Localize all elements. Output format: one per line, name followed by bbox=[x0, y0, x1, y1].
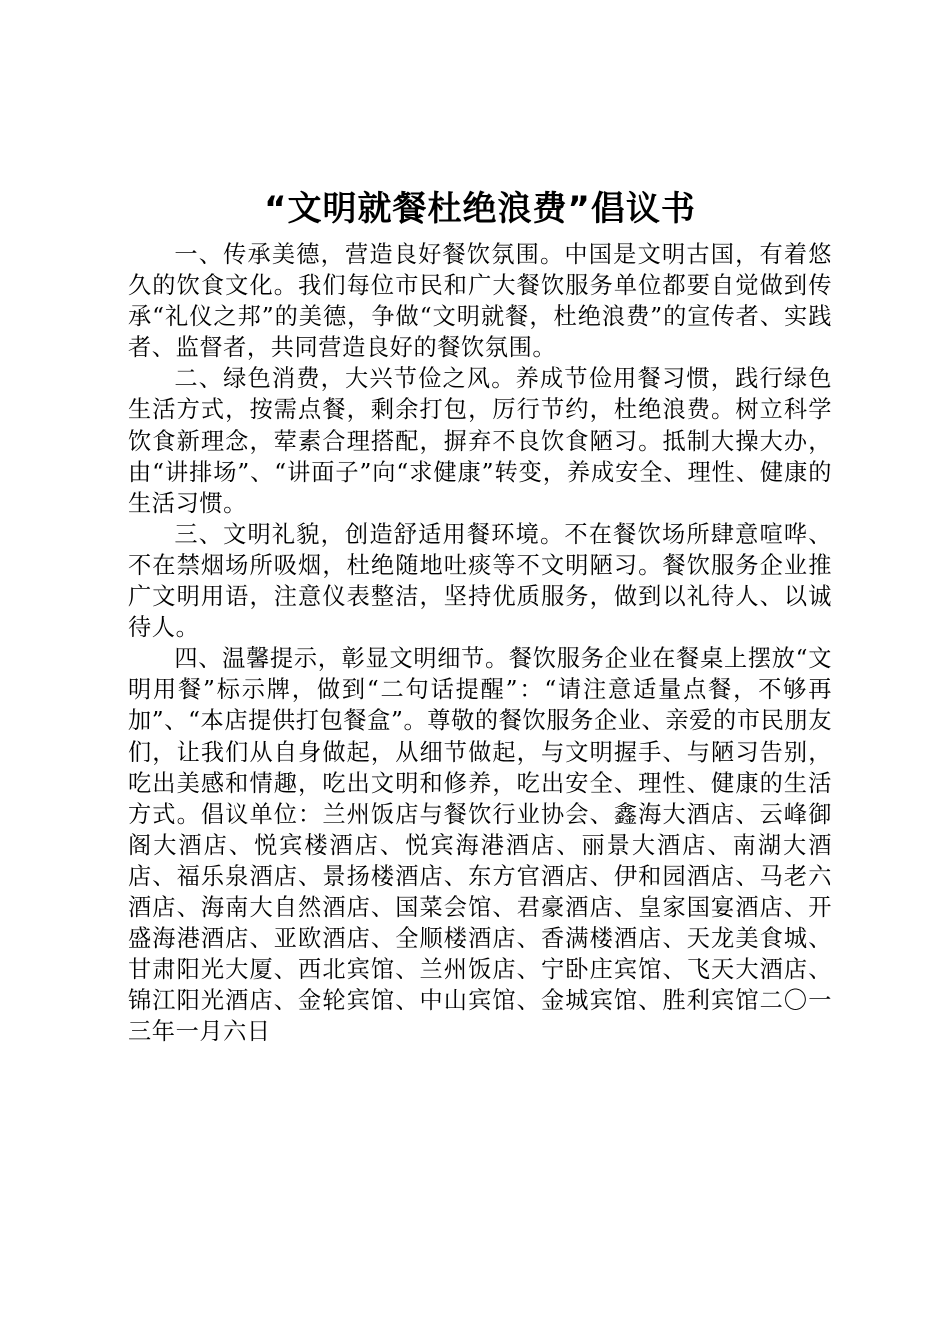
document-title: “文明就餐杜绝浪费”倡议书 bbox=[264, 189, 696, 229]
paragraph-1: 一、传承美德，营造良好餐饮氛围。中国是文明古国，有着悠久的饮食文化。我们每位市民和广大餐饮服务单位都要自觉做到传承“礼仪之邦”的美德，争做“文明就餐，杜绝浪费”的宣传者、实践者、监督者，共同营造良好的餐饮氛围。 bbox=[128, 241, 832, 362]
document-body bbox=[128, 239, 832, 1047]
paragraph-2: 二、绿色消费，大兴节俭之风。养成节俭用餐习惯，践行绿色生活方式，按需点餐，剩余打包，厉行节约，杜绝浪费。树立科学饮食新理念，荤素合理搭配，摒弃不良饮食陋习。抵制大操大办，由“讲排场”、“讲面子”向“求健康”转变，养成安全、理性、健康的生活习惯。 bbox=[128, 365, 832, 517]
paragraph-4: 四、温馨提示，彰显文明细节。餐饮服务企业在餐桌上摆放“文明用餐”标示牌，做到“二句话提醒”：“请注意适量点餐，不够再加”、“本店提供打包餐盒”。尊敬的餐饮服务企业、亲爱的市民朋友们，让我们从自身做起，从细节做起，与文明握手、与陋习告别，吃出美感和情趣，吃出文明和修养，吃出安全、理性、健康的生活方式。倡议单位：兰州饭店与餐饮行业协会、鑫海大酒店、云峰御阁大酒店、悦宾楼酒店、悦宾海港酒店、丽景大酒店、南湖大酒店、福乐泉酒店、景扬楼酒店、东方官酒店、伊和园酒店、马老六酒店、海南大自然酒店、国菜会馆、君豪酒店、皇家国宴酒店、开盛海港酒店、亚欧酒店、全顺楼酒店、香满楼酒店、天龙美食城、甘肃阳光大厦、西北宾馆、兰州饭店、宁卧庄宾馆、飞天大酒店、锦江阳光酒店、金轮宾馆、中山宾馆、金城宾馆、胜利宾馆二〇一三年一月六日 bbox=[128, 645, 832, 1046]
document-page bbox=[128, 183, 832, 1047]
paragraph-3: 三、文明礼貌，创造舒适用餐环境。不在餐饮场所肆意喧哗、不在禁烟场所吸烟，杜绝随地吐痰等不文明陋习。餐饮服务企业推广文明用语，注意仪表整洁，坚持优质服务，做到以礼待人、以诚待人。 bbox=[128, 520, 832, 642]
